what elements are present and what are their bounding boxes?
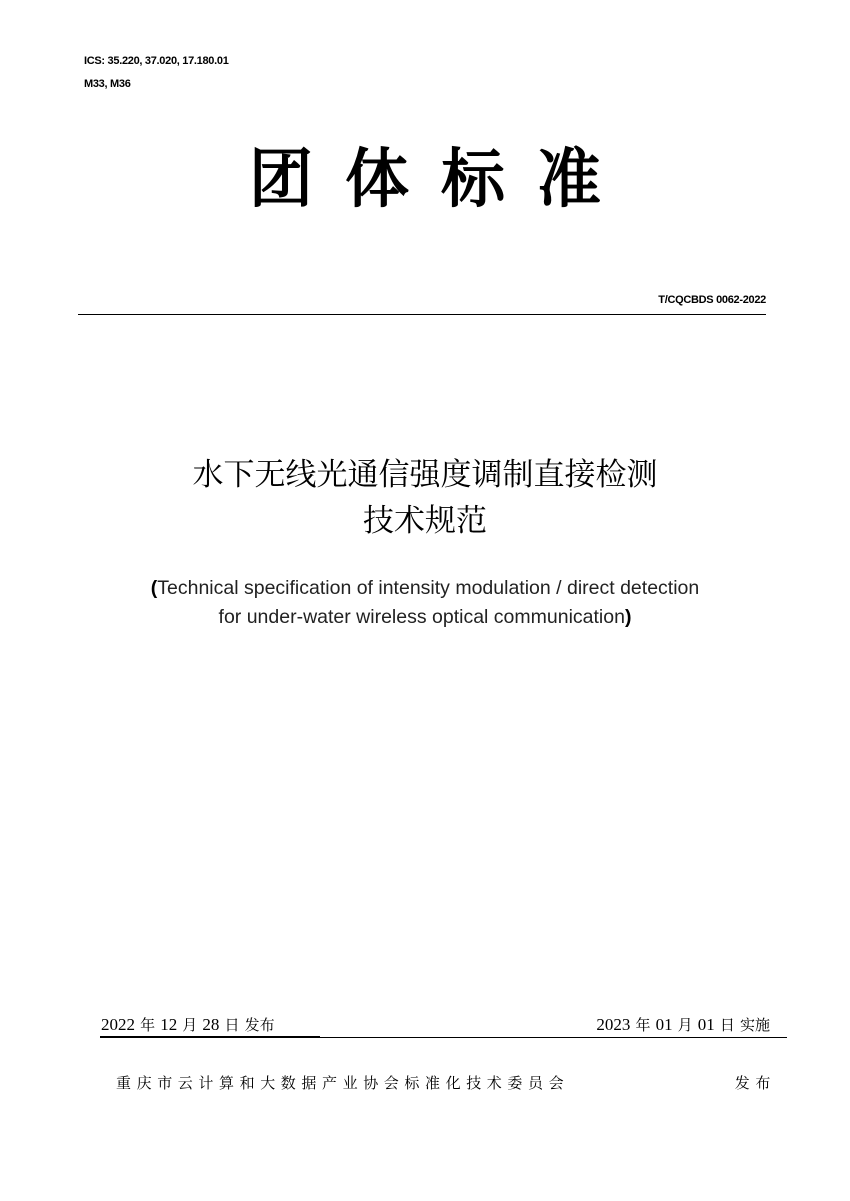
- publish-date: [101, 1014, 275, 1036]
- publish-month-unit: 月: [182, 1016, 198, 1034]
- close-paren: ): [624, 606, 632, 628]
- issuing-organization: 重庆市云计算和大数据产业协会标准化技术委员会: [116, 1074, 570, 1092]
- publish-month: 12: [160, 1015, 178, 1034]
- header-divider: [78, 314, 766, 315]
- chinese-title-line-1: 水下无线光通信强度调制直接检测: [192, 457, 658, 493]
- implement-day-unit: 日: [719, 1016, 735, 1034]
- publish-day: 28: [202, 1015, 220, 1034]
- implement-month-unit: 月: [677, 1016, 693, 1034]
- ics-code: ICS: 35.220, 37.020, 17.180.01: [84, 55, 229, 67]
- english-title-text-1: Technical specification of intensity modulation / direct detection: [157, 577, 700, 599]
- english-title: [0, 574, 850, 632]
- open-paren: (: [150, 577, 158, 599]
- document-type-heading: 团体标准: [249, 143, 633, 217]
- implement-day: 01: [697, 1015, 715, 1034]
- publish-day-unit: 日: [224, 1016, 240, 1034]
- publish-year-unit: 年: [140, 1016, 156, 1034]
- implement-date: [596, 1014, 770, 1036]
- publish-label: 发布: [244, 1016, 275, 1034]
- implement-label: 实施: [739, 1016, 770, 1034]
- implement-month: 01: [655, 1015, 673, 1034]
- english-title-text-2: for under-water wireless optical communication: [218, 606, 625, 628]
- chinese-title: [0, 452, 850, 544]
- publish-year: 2022: [101, 1015, 135, 1034]
- issued-label: 发布: [734, 1074, 776, 1092]
- implement-year: 2023: [596, 1015, 631, 1034]
- chinese-title-line-2: 技术规范: [363, 503, 487, 539]
- footer-divider: [100, 1037, 787, 1038]
- english-title-line-2: [0, 603, 850, 632]
- english-title-line-1: [0, 574, 850, 603]
- standard-number: T/CQCBDS 0062-2022: [658, 294, 766, 306]
- ccs-code: M33, M36: [84, 78, 131, 90]
- implement-year-unit: 年: [635, 1016, 651, 1034]
